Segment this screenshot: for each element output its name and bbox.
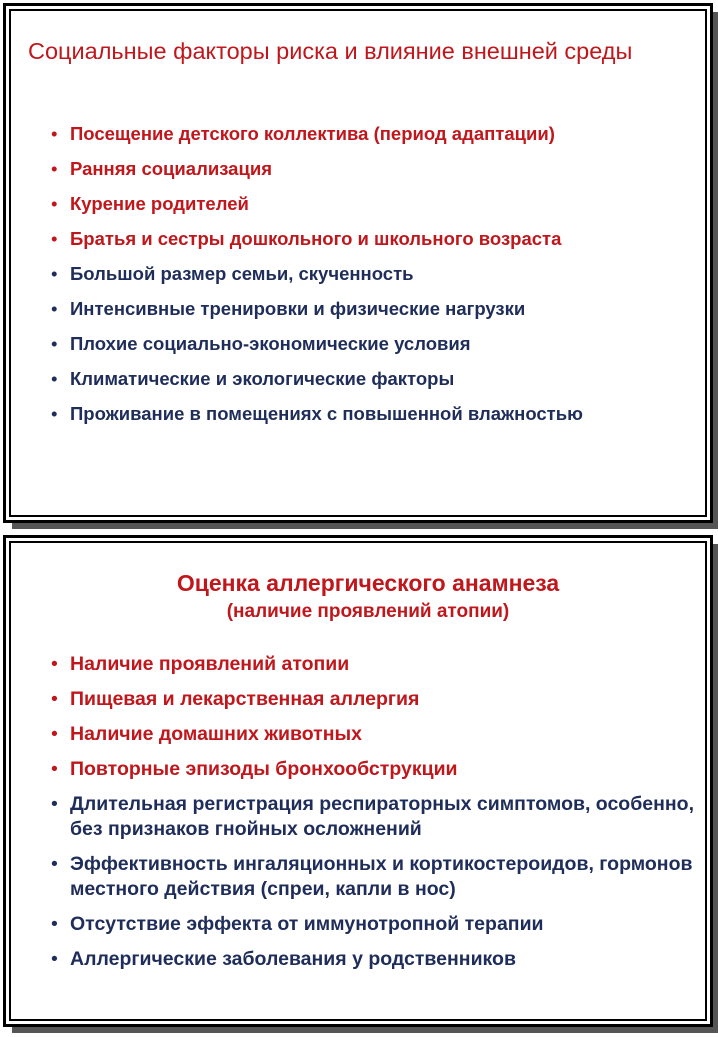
- list-item: [51, 722, 700, 747]
- list-item-text: Наличие проявлений атопии: [70, 653, 350, 675]
- list-item-text: Повторные эпизоды бронхообструкции: [70, 758, 458, 780]
- list-item-text: Братья и сестры дошкольного и школьного возраста: [70, 228, 562, 249]
- slide-title: Социальные факторы риска и влияние внешней среды: [28, 38, 633, 64]
- bullet-icon: •: [51, 853, 58, 875]
- bullet-icon: •: [51, 158, 58, 179]
- bullet-list: [51, 116, 700, 431]
- bullet-icon: •: [51, 298, 58, 319]
- list-item-text: Ранняя социализация: [70, 158, 272, 179]
- list-item: [51, 361, 700, 396]
- slide-social-factors: [3, 3, 713, 523]
- list-item: [51, 852, 700, 902]
- bullet-icon: •: [51, 368, 58, 389]
- bullet-icon: •: [51, 333, 58, 354]
- bullet-icon: •: [51, 263, 58, 284]
- list-item: [51, 151, 700, 186]
- bullet-icon: •: [51, 758, 58, 780]
- bullet-icon: •: [51, 723, 58, 745]
- bullet-icon: •: [51, 913, 58, 935]
- list-item-text: Проживание в помещениях с повышенной влажностью: [70, 403, 583, 424]
- list-item: [51, 947, 700, 972]
- list-item-text: Аллергические заболевания у родственников: [70, 948, 516, 970]
- list-item-text: Длительная регистрация респираторных симптомов, особенно, без признаков гнойных осложнений: [70, 793, 694, 840]
- list-item-text: Пищевая и лекарственная аллергия: [70, 688, 420, 710]
- bullet-icon: •: [51, 228, 58, 249]
- list-item-text: Большой размер семьи, скученность: [70, 263, 414, 284]
- slide-subtitle: (наличие проявлений атопии): [226, 601, 510, 622]
- list-item-text: Плохие социально-экономические условия: [70, 333, 471, 354]
- slide-title-main: Оценка аллергического анамнеза: [176, 570, 560, 596]
- list-item-text: Курение родителей: [70, 193, 249, 214]
- bullet-list: [51, 652, 700, 982]
- bullet-icon: •: [51, 688, 58, 710]
- slide-shadow: [12, 1027, 718, 1033]
- list-item: [51, 256, 700, 291]
- bullet-icon: •: [51, 403, 58, 424]
- slide-title: [6, 568, 710, 626]
- list-item: [51, 652, 700, 677]
- list-item-text: Посещение детского коллектива (период адаптации): [70, 123, 555, 144]
- bullet-icon: •: [51, 793, 58, 815]
- list-item: [51, 326, 700, 361]
- bullet-icon: •: [51, 948, 58, 970]
- list-item: [51, 396, 700, 431]
- list-item: [51, 291, 700, 326]
- list-item: [51, 116, 700, 151]
- list-item: [51, 186, 700, 221]
- bullet-icon: •: [51, 653, 58, 675]
- list-item-text: Отсутствие эффекта от иммунотропной терапии: [70, 913, 544, 935]
- slide-shadow: [12, 523, 718, 529]
- list-item: [51, 792, 700, 842]
- bullet-icon: •: [51, 123, 58, 144]
- list-item: [51, 221, 700, 256]
- list-item-text: Климатические и экологические факторы: [70, 368, 455, 389]
- list-item-text: Интенсивные тренировки и физические нагрузки: [70, 298, 526, 319]
- list-item: [51, 757, 700, 782]
- bullet-icon: •: [51, 193, 58, 214]
- list-item-text: Эффективность ингаляционных и кортикостероидов, гормонов местного действия (спреи, капли в нос): [70, 853, 693, 900]
- list-item-text: Наличие домашних животных: [70, 723, 362, 745]
- list-item: [51, 687, 700, 712]
- list-item: [51, 912, 700, 937]
- slide-allergy-history: [3, 535, 713, 1027]
